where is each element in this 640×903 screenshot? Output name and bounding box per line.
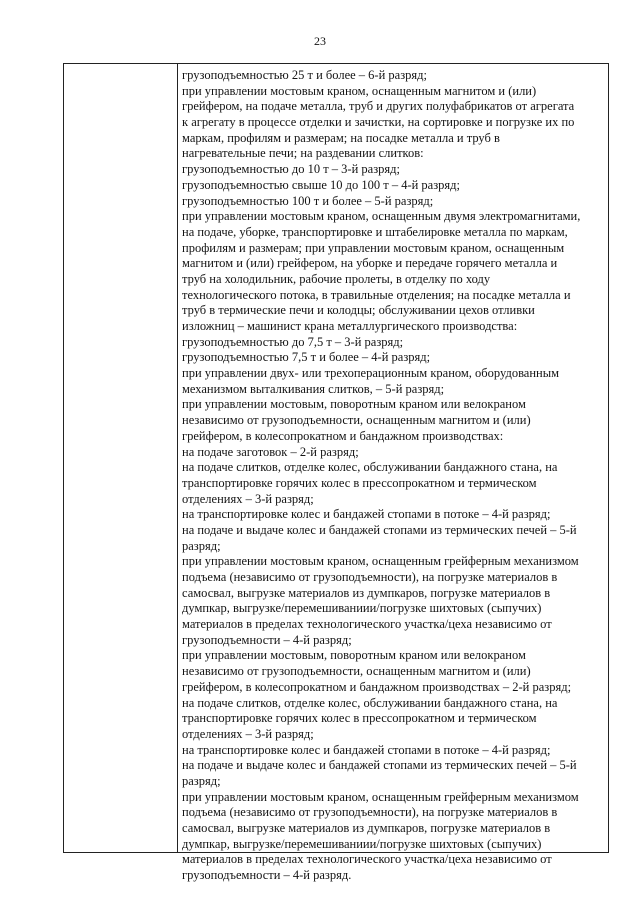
text-line: на транспортировке колес и бандажей стопами в потоке – 4-й разряд; <box>182 742 551 757</box>
text-line: думпкар, выгрузке/перемешиваниии/погрузке шихтовых (сыпучих) <box>182 601 542 616</box>
text-line: независимо от грузоподъемности, оснащенным магнитом и (или) <box>182 413 531 428</box>
text-line: изложниц – машинист крана металлургического производства: <box>182 319 518 333</box>
text-line: при управлении мостовым краном, оснащенным магнитом и (или) <box>182 83 537 98</box>
text-line: грузоподъемностью 100 т и более – 5-й разряд; <box>182 193 434 208</box>
text-line: разряд; <box>182 773 221 788</box>
text-line: на подаче заготовок – 2-й разряд; <box>182 444 359 459</box>
text-line: отделениях – 3-й разряд; <box>182 726 314 741</box>
text-line: грейфером, в колесопрокатном и бандажном производствах – 2-й разряд; <box>182 679 572 694</box>
text-line: магнитом и (или) грейфером, на уборке и передаче горячего металла и <box>182 256 558 271</box>
document-table <box>63 63 609 883</box>
text-line: технологического потока, в травильные отделения; на посадке металла и <box>182 287 571 302</box>
text-line: грузоподъемностью 25 т и более – 6-й разряд; <box>182 68 427 82</box>
text-line: материалов в пределах технологического участка/цеха независимо от <box>182 852 552 867</box>
text-line: грузоподъемностью до 10 т – 3-й разряд; <box>182 162 400 177</box>
text-line: на подаче и выдаче колес и бандажей стопами из термических печей – 5-й <box>182 522 577 537</box>
text-line: на подаче, уборке, транспортировке и штабелировке металла по маркам, <box>182 224 568 239</box>
text-line: самосвал, выгрузке материалов из думпкаров, погрузке материалов в <box>182 821 551 835</box>
text-line: материалов в пределах технологического участка/цеха независимо от <box>182 617 552 632</box>
left-column-cell <box>64 64 178 852</box>
text-line: при управлении мостовым краном, оснащенным грейферным механизмом <box>182 789 579 804</box>
text-line: транспортировке горячих колес в прессопрокатном и термическом <box>182 475 537 490</box>
right-column-cell <box>182 68 606 884</box>
text-line: думпкар, выгрузке/перемешиваниии/погрузке шихтовых (сыпучих) <box>182 836 542 851</box>
text-line: на подаче слитков, отделке колес, обслуживании бандажного стана, на <box>182 460 558 475</box>
text-line: разряд; <box>182 538 221 553</box>
text-line: самосвал, выгрузке материалов из думпкаров, погрузке материалов в <box>182 585 551 600</box>
text-line: при управлении двух- или трехоперационным краном, оборудованным <box>182 366 560 381</box>
text-line: нагревательные печи; на раздевании слитков: <box>182 146 424 161</box>
text-line: маркам, профилям и размерам; на посадке металла и труб в <box>182 130 500 145</box>
text-line: при управлении мостовым, поворотным краном или велокраном <box>182 397 526 412</box>
text-line: отделениях – 3-й разряд; <box>182 491 314 506</box>
text-line: грузоподъемностью до 7,5 т – 3-й разряд; <box>182 334 404 349</box>
text-line: профилям и размерам; при управлении мостовым краном, оснащенным <box>182 240 565 255</box>
text-line: на подаче слитков, отделке колес, обслуживании бандажного стана, на <box>182 695 558 710</box>
text-line: при управлении мостовым краном, оснащенным двумя электромагнитами, <box>182 209 581 224</box>
text-line: грейфером, в колесопрокатном и бандажном производствах: <box>182 428 504 443</box>
text-line: грузоподъемностью 7,5 т и более – 4-й разряд; <box>182 350 431 365</box>
text-line: независимо от грузоподъемности, оснащенным магнитом и (или) <box>182 664 531 679</box>
text-line: при управлении мостовым, поворотным краном или велокраном <box>182 648 526 663</box>
text-line: труб на холодильник, рабочие пролеты, в отделку по ходу <box>182 271 491 286</box>
text-line: грузоподъемностью свыше 10 до 100 т – 4-й разряд; <box>182 177 461 192</box>
text-line: механизмом выталкивания слитков, – 5-й разряд; <box>182 381 445 396</box>
text-line: транспортировке горячих колес в прессопрокатном и термическом <box>182 711 537 726</box>
page-number: 23 <box>314 34 326 48</box>
text-line: подъема (независимо от грузоподъемности), на погрузке материалов в <box>182 570 558 584</box>
text-line: при управлении мостовым краном, оснащенным грейферным механизмом <box>182 554 579 569</box>
text-line: труб в термические печи и колодцы; обслуживании цехов отливки <box>182 303 535 318</box>
text-line: грузоподъемности – 4-й разряд. <box>182 868 352 883</box>
text-line: к агрегату в процессе отделки и зачистки, на сортировке и погрузке их по <box>182 115 575 130</box>
text-line: на транспортировке колес и бандажей стопами в потоке – 4-й разряд; <box>182 507 551 522</box>
text-line: на подаче и выдаче колес и бандажей стопами из термических печей – 5-й <box>182 758 577 773</box>
text-line: грейфером, на подаче металла, труб и других полуфабрикатов от агрегата <box>182 99 575 114</box>
text-line: подъема (независимо от грузоподъемности), на погрузке материалов в <box>182 805 558 820</box>
text-line: грузоподъемности – 4-й разряд; <box>182 632 352 647</box>
